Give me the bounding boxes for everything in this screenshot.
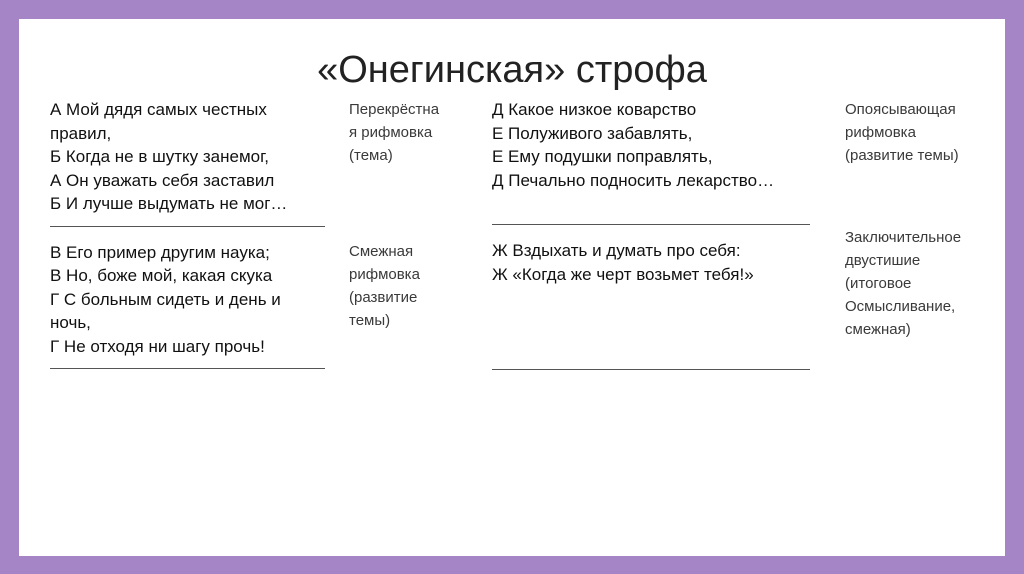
verse-line: Д Печально подносить лекарство… bbox=[492, 170, 775, 190]
verse-line: В Но, боже мой, какая скука bbox=[50, 266, 273, 285]
note-line: (итоговое bbox=[845, 275, 912, 292]
note-line: смежная) bbox=[845, 321, 911, 338]
separator-line bbox=[492, 369, 810, 370]
verse-line: Е Ему подушки поправлять, bbox=[492, 147, 713, 166]
slide-title: «Онегинская» строфа bbox=[317, 49, 707, 91]
verse-line: Г С больным сидеть и день и bbox=[50, 289, 281, 309]
slide bbox=[19, 19, 1005, 556]
left-verse-column bbox=[50, 98, 325, 383]
verse-line: В Его пример другим наука; bbox=[50, 242, 270, 262]
note-line: Опоясывающая bbox=[845, 101, 956, 118]
note-line: я рифмовка bbox=[349, 124, 433, 141]
verse-line: Е Полуживого забавлять, bbox=[492, 123, 693, 143]
verse-line: правил, bbox=[50, 123, 112, 143]
separator-line bbox=[50, 226, 325, 227]
right-verse-column bbox=[492, 98, 810, 384]
note-line: темы) bbox=[349, 312, 391, 329]
note-line: рифмовка bbox=[845, 124, 916, 141]
note-line: (тема) bbox=[349, 147, 393, 164]
verse-line: Г Не отходя ни шагу прочь! bbox=[50, 336, 265, 356]
note-line: (развитие bbox=[349, 289, 418, 306]
note-line: (развитие темы) bbox=[845, 147, 959, 164]
right-note-enclosing bbox=[845, 98, 995, 167]
left-note-crossed bbox=[349, 98, 469, 167]
verse-line: Б И лучше выдумать не мог… bbox=[50, 194, 288, 213]
verse-line: А Мой дядя самых честных bbox=[50, 100, 267, 119]
note-line: Заключительное bbox=[845, 229, 962, 246]
note-line: Перекрёстна bbox=[349, 101, 440, 118]
verse-line: Ж Вздыхать и думать про себя: bbox=[492, 241, 741, 260]
note-line: двустишие bbox=[845, 252, 921, 269]
note-line: рифмовка bbox=[349, 266, 420, 283]
verse-line: А Он уважать себя заставил bbox=[50, 170, 275, 190]
note-line: Осмысливание, bbox=[845, 298, 956, 315]
verse-line: Д Какое низкое коварство bbox=[492, 100, 697, 119]
right-note-final-couplet bbox=[845, 226, 995, 341]
verse-line: Ж «Когда же черт возьмет тебя!» bbox=[492, 264, 754, 284]
left-note-adjacent bbox=[349, 240, 469, 332]
verse-line: Б Когда не в шутку занемог, bbox=[50, 147, 269, 166]
verse-line: ночь, bbox=[50, 313, 91, 332]
note-line: Смежная bbox=[349, 243, 414, 260]
separator-line bbox=[50, 368, 325, 369]
separator-line bbox=[492, 224, 810, 225]
